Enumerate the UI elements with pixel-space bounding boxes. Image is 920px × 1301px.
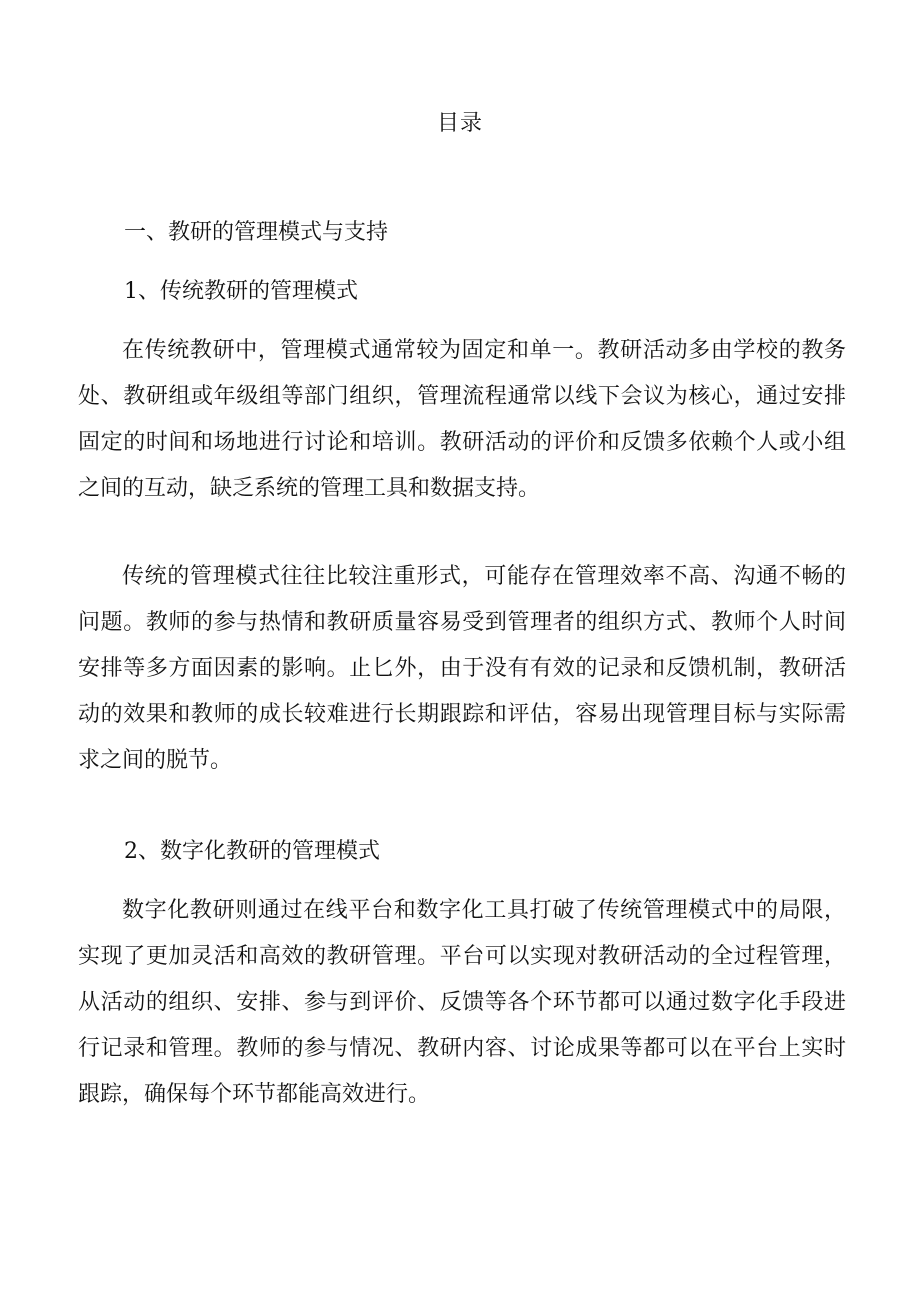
paragraph-traditional-management: 在传统教研中，管理模式通常较为固定和单一。教研活动多由学校的教务处、教研组或年级组等部门组织，管理流程通常以线下会议为核心，通过安排固定的时间和场地进行讨论和培训。教研活动的评价和反馈多依赖个人或小组之间的互动，缺乏系统的管理工具和数据支持。 xyxy=(78,338,846,501)
page-title: 目录 xyxy=(436,111,483,136)
paragraph-traditional-problems: 传统的管理模式往往比较注重形式，可能存在管理效率不高、沟通不畅的问题。教师的参与热情和教研质量容易受到管理者的组织方式、教师个人时间安排等多方面因素的影响。止匕外，由于没有有效的记录和反馈机制，教研活动的效果和教师的成长较难进行长期跟踪和评估，容易出现管理目标与实际需求之间的脱节。 xyxy=(78,564,846,773)
subsection-heading-traditional: 1、传统教研的管理模式 xyxy=(124,279,358,304)
subsection-heading-digital: 2、数字化教研的管理模式 xyxy=(124,839,380,864)
paragraph-digital-management: 数字化教研则通过在线平台和数字化工具打破了传统管理模式中的局限，实现了更加灵活和高效的教研管理。平台可以实现对教研活动的全过程管理，从活动的组织、安排、参与到评价、反馈等各个环节都可以通过数字化手段进行记录和管理。教师的参与情况、教研内容、讨论成果等都可以在平台上实时跟踪，确保每个环节都能高效进行。 xyxy=(78,898,846,1107)
section-heading: 一、教研的管理模式与支持 xyxy=(124,220,389,245)
